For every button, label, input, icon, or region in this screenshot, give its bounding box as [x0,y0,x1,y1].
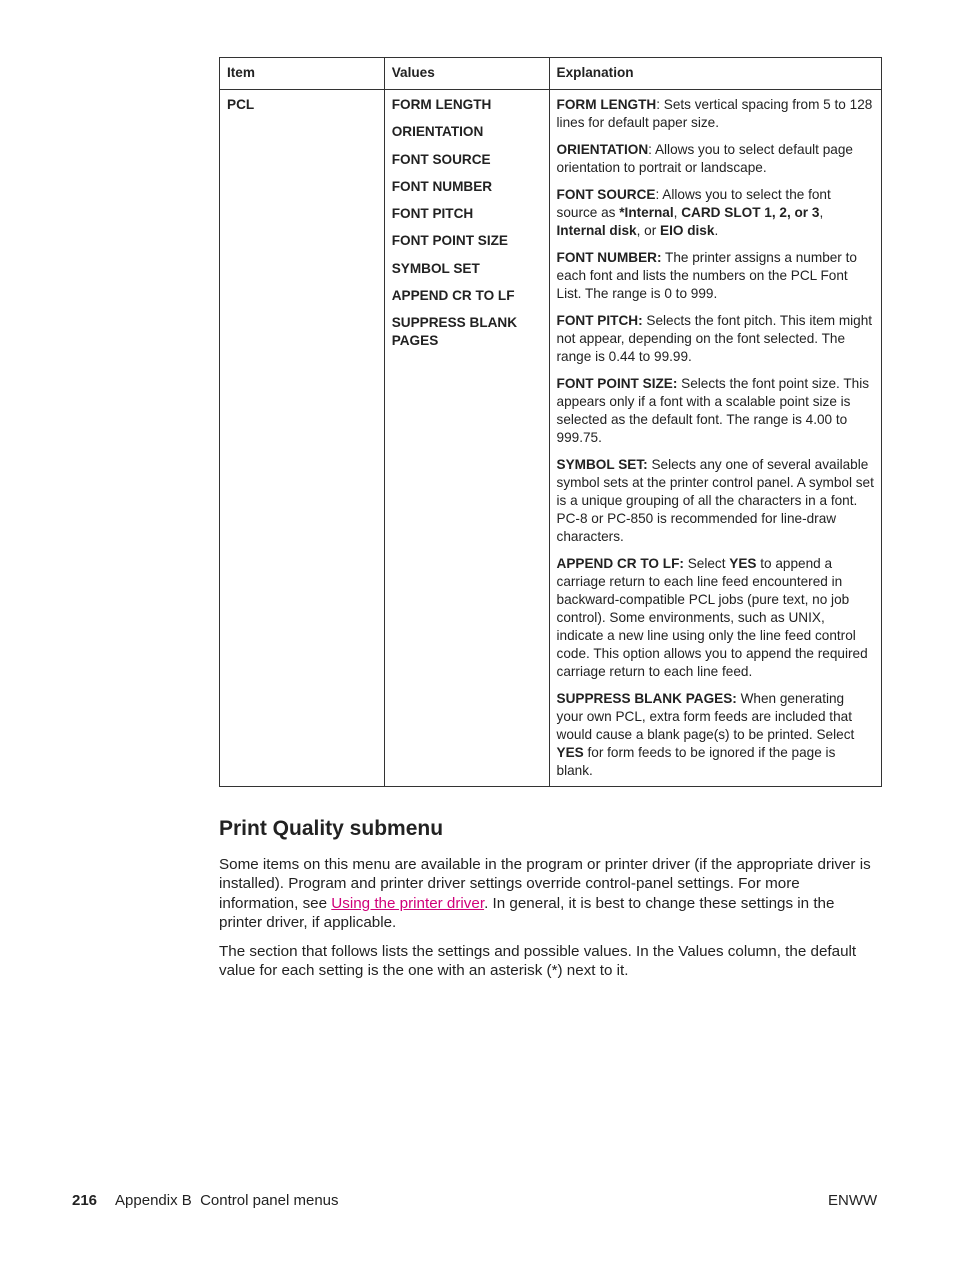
table-header-row [220,58,882,90]
table-row [220,90,882,787]
intro-text: Some items on this menu are available in the program or printer driver (if the appropriate driver is installed). Program and printer driver settings override control-panel settings. For more information, see [219,856,871,912]
page-number: 216 [72,1192,98,1209]
value-form-length: FORM LENGTH [391,97,492,112]
section-title: Print Quality submenu [219,817,444,840]
explanation-font-pitch [557,312,874,366]
desc: Selects any one of several available symbol sets at the printer control panel. A symbol set is a unique grouping of all the characters in a font. PC-8 or PC-850 is recommended for line-draw characters. [556,457,874,544]
term: FONT SOURCE [556,187,656,202]
value-orientation: ORIENTATION [391,124,484,140]
explanation-cell [549,90,881,787]
term: APPEND CR TO LF: [556,556,684,571]
term: SYMBOL SET: [556,457,648,472]
footer-right: ENWW [828,1192,878,1209]
header-values: Values [384,58,549,90]
explanation-append-cr-to-lf [557,555,874,681]
desc: : Allows you to select the font source as [556,187,831,220]
value-suppress-blank-pages: SUPPRESS BLANK PAGES [391,315,518,349]
header-item: Item [220,58,385,90]
term: FONT POINT SIZE: [556,376,678,391]
option: YES [556,745,584,760]
desc: for form feeds to be ignored if the page is blank. [556,745,836,778]
term: FONT NUMBER: [556,250,662,265]
using-printer-driver-link[interactable]: Using the printer driver [331,894,485,912]
desc: Select [683,556,730,571]
value-symbol-set: SYMBOL SET [391,260,480,276]
option: EIO disk [660,223,715,238]
term: SUPPRESS BLANK PAGES: [556,691,737,706]
values-cell [384,90,549,787]
term: ORIENTATION [556,142,649,157]
desc: , [819,205,824,220]
explanation-font-number [557,249,874,303]
footer-left [72,1192,339,1209]
desc: , or [636,223,661,238]
desc: , [673,205,682,220]
explanation-symbol-set [557,456,874,546]
explanation-orientation [557,141,874,177]
value-font-pitch: FONT PITCH [391,206,474,222]
desc: . [714,223,719,238]
values-note-paragraph: The section that follows lists the settings and possible values. In the Values column, the default value for each setting is the one with an asterisk (*) next to it. [219,943,857,980]
desc: When generating your own PCL, extra form feeds are included that would cause a blank page(s) to be printed. Select [556,691,855,742]
option: CARD SLOT 1, 2, or 3 [681,205,820,220]
term: FORM LENGTH [556,97,657,112]
desc: Selects the font pitch. This item might not appear, depending on the font selected. The range is 0.44 to 99.99. [556,313,873,364]
option: YES [729,556,757,571]
value-font-number: FONT NUMBER [391,178,493,194]
desc: : Allows you to select default page orientation to portrait or landscape. [556,142,853,175]
header-explanation: Explanation [549,58,881,90]
value-append-cr-to-lf: APPEND CR TO LF [391,288,515,304]
explanation-form-length [557,96,874,132]
explanation-font-point-size [557,375,874,447]
explanation-suppress-blank-pages [557,690,874,780]
desc: The printer assigns a number to each font and lists the numbers on the PCL Font List. The range is 0 to 999. [556,250,857,301]
desc: : Sets vertical spacing from 5 to 128 lines for default paper size. [556,97,873,130]
desc: Selects the font point size. This appears only if a font with a scalable point size is selected as the default font. The range is 4.00 to 999.75. [556,376,870,445]
value-font-point-size: FONT POINT SIZE [391,233,508,249]
pcl-settings-table [219,57,882,787]
intro-text-end: . In general, it is best to change these settings in the printer driver, if applicable. [219,894,835,931]
item-cell: PCL [220,90,385,787]
value-font-source: FONT SOURCE [391,151,491,167]
option: *Internal [619,205,674,220]
intro-paragraph [219,855,879,932]
option: Internal disk [556,223,637,238]
chapter-title: Appendix B Control panel menus [115,1192,339,1209]
desc: to append a carriage return to each line feed encountered in backward-compatible PCL jobs (pure text, no job control). Some environments, such as UNIX, indicate a new line using only the line feed control code. This option allows you to append the required carriage return to each line feed. [556,556,868,679]
explanation-font-source [557,186,874,240]
term: FONT PITCH: [556,313,643,328]
